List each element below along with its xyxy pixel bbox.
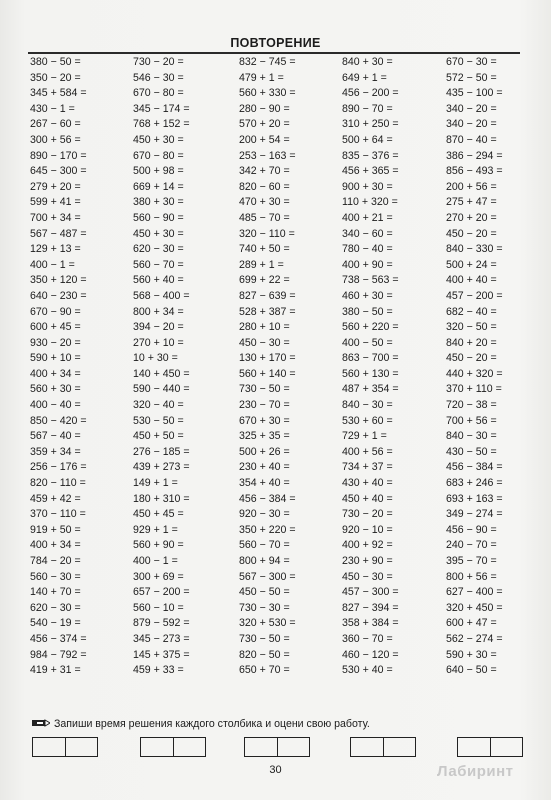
exercise-item: 479 + 1 = [239,71,284,84]
exercise-item: 342 + 70 = [239,165,290,178]
exercise-item: 456 − 200 = [342,87,399,100]
exercise-item: 380 − 50 = [342,305,393,318]
exercise-item: 400 + 40 = [446,274,497,287]
exercise-item: 10 + 30 = [133,352,178,365]
exercise-item: 140 + 450 = [133,367,190,380]
exercise-item: 394 − 20 = [133,321,184,334]
exercise-item: 560 + 140 = [239,367,296,380]
exercise-item: 320 + 530 = [239,617,296,630]
time-box-4[interactable] [350,737,416,757]
exercise-item: 540 − 19 = [30,617,81,630]
exercise-item: 670 − 80 = [133,87,184,100]
exercise-item: 738 − 563 = [342,274,399,287]
exercise-item: 370 − 110 = [30,508,86,521]
exercise-item: 730 − 20 = [342,508,393,521]
exercise-item: 459 + 33 = [133,664,184,677]
exercise-item: 459 + 42 = [30,492,81,505]
exercise-item: 500 + 98 = [133,165,184,178]
exercise-item: 450 − 50 = [239,586,290,599]
exercise-item: 270 + 20 = [446,211,497,224]
exercise-item: 740 + 50 = [239,243,290,256]
exercise-item: 450 − 20 = [446,227,497,240]
exercise-item: 600 + 47 = [446,617,497,630]
time-box-3[interactable] [244,737,310,757]
exercise-item: 640 − 50 = [446,664,497,677]
exercise-item: 400 + 34 = [30,367,81,380]
exercise-column-4 [342,55,452,679]
exercise-item: 900 + 30 = [342,180,393,193]
exercise-item: 340 − 20 = [446,118,497,131]
exercise-item: 572 − 50 = [446,71,497,84]
exercise-item: 730 − 50 = [239,383,290,396]
exercise-item: 110 + 320 = [342,196,398,209]
exercise-item: 300 + 56 = [30,133,81,146]
exercise-item: 485 − 70 = [239,211,290,224]
exercise-item: 240 − 70 = [446,539,497,552]
exercise-item: 730 − 20 = [133,56,184,68]
exercise-item: 435 − 100 = [446,87,503,100]
exercise-item: 450 − 30 = [342,570,393,583]
exercise-item: 840 − 330 = [446,243,503,256]
exercise-item: 820 − 50 = [239,648,290,661]
exercise-item: 560 + 30 = [30,383,81,396]
exercise-item: 180 + 310 = [133,492,190,505]
exercise-item: 500 + 24 = [446,258,497,271]
exercise-item: 729 + 1 = [342,430,387,443]
exercise-item: 670 − 30 = [446,56,497,68]
exercise-item: 730 − 30 = [239,601,290,614]
exercise-item: 345 − 273 = [133,632,190,645]
exercise-item: 568 − 400 = [133,289,190,302]
exercise-item: 360 − 70 = [342,632,393,645]
exercise-item: 645 − 300 = [30,165,87,178]
exercise-item: 984 − 792 = [30,648,87,661]
exercise-item: 620 − 30 = [30,601,81,614]
exercise-item: 359 + 34 = [30,445,81,458]
exercise-item: 670 − 80 = [133,149,184,162]
exercise-item: 640 − 230 = [30,289,87,302]
exercise-item: 560 − 70 = [133,258,184,271]
exercise-item: 358 + 384 = [342,617,399,630]
exercise-item: 380 + 30 = [133,196,184,209]
exercise-item: 699 + 22 = [239,274,290,287]
exercise-item: 560 − 70 = [239,539,290,552]
exercise-item: 890 − 170 = [30,149,87,162]
exercise-item: 570 + 20 = [239,118,290,131]
watermark-logo: Лабиринт [437,763,514,780]
exercise-item: 370 + 110 = [446,383,502,396]
exercise-item: 456 − 90 = [446,523,497,536]
exercise-item: 530 − 50 = [133,414,184,427]
exercise-item: 627 − 400 = [446,586,503,599]
time-box-2[interactable] [140,737,206,757]
exercise-item: 267 − 60 = [30,118,81,131]
exercise-item: 450 − 20 = [446,352,497,365]
exercise-item: 669 + 14 = [133,180,184,193]
exercise-item: 400 + 90 = [342,258,393,271]
exercise-item: 430 − 1 = [30,102,75,115]
exercise-item: 560 + 330 = [239,87,296,100]
exercise-item: 590 + 10 = [30,352,81,365]
exercise-item: 430 + 40 = [342,477,393,490]
exercise-item: 700 + 34 = [30,211,81,224]
title-rule [28,52,520,54]
exercise-item: 560 + 130 = [342,367,399,380]
exercise-item: 430 − 50 = [446,445,497,458]
exercise-item: 649 + 1 = [342,71,387,84]
exercise-item: 140 + 70 = [30,586,81,599]
exercise-item: 380 − 50 = [30,56,81,68]
exercise-item: 500 + 64 = [342,133,393,146]
exercise-column-2 [133,55,243,679]
exercise-item: 657 − 200 = [133,586,190,599]
exercise-item: 400 − 1 = [133,555,178,567]
exercise-item: 820 − 60 = [239,180,290,193]
exercise-item: 827 − 394 = [342,601,399,614]
exercise-item: 530 + 40 = [342,664,393,677]
exercise-item: 840 + 20 = [446,336,497,349]
exercise-item: 487 + 354 = [342,383,399,396]
exercise-item: 560 + 40 = [133,274,184,287]
exercise-item: 850 − 420 = [30,414,87,427]
exercise-item: 145 + 375 = [133,648,190,661]
exercise-item: 560 − 10 = [133,601,184,614]
exercise-item: 456 − 384 = [239,492,296,505]
instruction-line [32,718,532,730]
exercise-item: 920 − 30 = [239,508,290,521]
exercise-item: 440 + 320 = [446,367,503,380]
exercise-item: 270 + 10 = [133,336,184,349]
exercise-item: 929 + 1 = [133,523,178,536]
exercise-item: 832 − 745 = [239,56,296,68]
exercise-item: 230 − 70 = [239,399,290,412]
exercise-item: 560 − 90 = [133,211,184,224]
exercise-item: 800 + 34 = [133,305,184,318]
exercise-item: 275 + 47 = [446,196,497,209]
exercise-item: 720 − 38 = [446,399,497,412]
exercise-item: 350 − 20 = [30,71,81,84]
exercise-item: 693 + 163 = [446,492,503,505]
exercise-item: 320 − 50 = [446,321,497,334]
exercise-item: 870 − 40 = [446,133,497,146]
exercise-item: 734 + 37 = [342,461,393,474]
exercise-item: 528 + 387 = [239,305,296,318]
exercise-item: 230 + 90 = [342,555,393,567]
pencil-icon [32,718,50,730]
exercise-item: 890 − 70 = [342,102,393,115]
exercise-item: 450 + 45 = [133,508,184,521]
exercise-item: 400 + 56 = [342,445,393,458]
instruction-text: Запиши время решения каждого столбика и оцени свою работу. [54,718,370,730]
exercise-item: 200 + 56 = [446,180,497,193]
exercise-item: 419 + 31 = [30,664,81,677]
exercise-item: 354 + 40 = [239,477,290,490]
exercise-item: 879 − 592 = [133,617,190,630]
exercise-column-5 [446,55,551,679]
exercise-item: 546 − 30 = [133,71,184,84]
exercise-item: 456 + 365 = [342,165,399,178]
exercise-item: 129 + 13 = [30,243,81,256]
exercise-item: 590 + 30 = [446,648,497,661]
exercise-item: 340 − 20 = [446,102,497,115]
exercise-item: 130 + 170 = [239,352,296,365]
exercise-item: 560 − 30 = [30,570,81,583]
exercise-item: 456 − 374 = [30,632,87,645]
exercise-item: 670 − 90 = [30,305,81,318]
time-box-1[interactable] [32,737,98,757]
exercise-item: 567 − 487 = [30,227,87,240]
exercise-item: 450 + 40 = [342,492,393,505]
exercise-item: 600 + 45 = [30,321,81,334]
exercise-item: 567 − 300 = [239,570,296,583]
exercise-item: 768 + 152 = [133,118,190,131]
exercise-item: 800 + 56 = [446,570,497,583]
exercise-item: 300 + 69 = [133,570,184,583]
exercise-item: 279 + 20 = [30,180,81,193]
exercise-item: 350 + 120 = [30,274,87,287]
exercise-item: 395 − 70 = [446,555,497,567]
exercise-item: 350 + 220 = [239,523,296,536]
exercise-item: 500 + 26 = [239,445,290,458]
page-number: 30 [269,764,282,776]
exercise-item: 349 − 274 = [446,508,503,521]
exercise-item: 670 + 30 = [239,414,290,427]
exercise-item: 310 + 250 = [342,118,399,131]
exercise-item: 470 + 30 = [239,196,290,209]
exercise-item: 560 + 90 = [133,539,184,552]
exercise-item: 730 − 50 = [239,632,290,645]
exercise-item: 560 + 220 = [342,321,399,334]
exercise-item: 400 − 40 = [30,399,81,412]
exercise-item: 345 − 174 = [133,102,190,115]
exercise-item: 149 + 1 = [133,477,178,490]
exercise-item: 840 − 30 = [446,430,497,443]
exercise-item: 920 − 10 = [342,523,393,536]
exercise-item: 784 − 20 = [30,555,81,567]
exercise-item: 827 − 639 = [239,289,296,302]
exercise-item: 567 − 40 = [30,430,81,443]
exercise-item: 450 + 50 = [133,430,184,443]
exercise-item: 345 + 584 = [30,87,87,100]
exercise-item: 400 + 92 = [342,539,393,552]
exercise-item: 820 − 110 = [30,477,86,490]
exercise-item: 340 − 60 = [342,227,393,240]
exercise-item: 620 − 30 = [133,243,184,256]
page-title: ПОВТОРЕНИЕ [230,36,321,50]
exercise-item: 863 − 700 = [342,352,399,365]
exercise-item: 835 − 376 = [342,149,399,162]
exercise-item: 280 − 90 = [239,102,290,115]
exercise-item: 386 − 294 = [446,149,503,162]
exercise-item: 840 − 30 = [342,399,393,412]
exercise-item: 700 + 56 = [446,414,497,427]
exercise-item: 450 − 30 = [239,336,290,349]
exercise-item: 320 − 40 = [133,399,184,412]
exercise-item: 439 + 273 = [133,461,190,474]
exercise-item: 256 − 176 = [30,461,87,474]
exercise-item: 457 − 300 = [342,586,399,599]
exercise-item: 650 + 70 = [239,664,290,677]
exercise-item: 460 + 30 = [342,289,393,302]
exercise-item: 450 + 30 = [133,227,184,240]
exercise-item: 856 − 493 = [446,165,503,178]
exercise-item: 780 − 40 = [342,243,393,256]
exercise-item: 590 − 440 = [133,383,190,396]
exercise-item: 400 + 34 = [30,539,81,552]
exercise-column-3 [239,55,349,679]
exercise-item: 800 + 94 = [239,555,290,567]
exercise-item: 840 + 30 = [342,56,393,68]
exercise-item: 530 + 60 = [342,414,393,427]
exercise-item: 400 + 21 = [342,211,393,224]
exercise-item: 457 − 200 = [446,289,503,302]
exercise-item: 230 + 40 = [239,461,290,474]
exercise-item: 930 − 20 = [30,336,81,349]
exercise-item: 289 + 1 = [239,258,284,271]
exercise-item: 450 + 30 = [133,133,184,146]
exercise-item: 320 − 110 = [239,227,295,240]
exercise-item: 400 − 50 = [342,336,393,349]
exercise-item: 253 − 163 = [239,149,296,162]
exercise-item: 276 − 185 = [133,445,190,458]
exercise-item: 456 − 384 = [446,461,503,474]
exercise-item: 919 + 50 = [30,523,81,536]
exercise-item: 280 + 10 = [239,321,290,334]
exercise-item: 400 − 1 = [30,258,75,271]
exercise-item: 325 + 35 = [239,430,290,443]
exercise-item: 562 − 274 = [446,632,503,645]
exercise-item: 200 + 54 = [239,133,290,146]
exercise-item: 320 + 450 = [446,601,503,614]
exercise-item: 683 + 246 = [446,477,503,490]
time-box-5[interactable] [457,737,523,757]
exercise-column-1 [30,55,140,679]
exercise-item: 460 − 120 = [342,648,399,661]
exercise-item: 682 − 40 = [446,305,497,318]
exercise-item: 599 + 41 = [30,196,81,209]
